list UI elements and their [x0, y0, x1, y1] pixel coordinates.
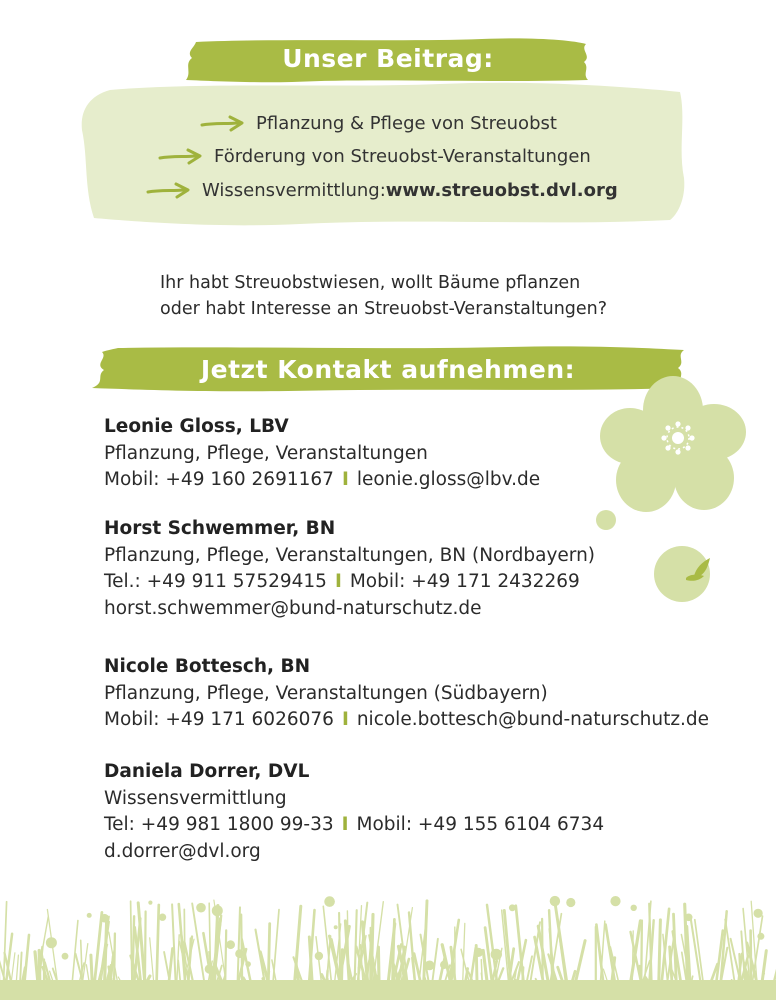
question-text	[160, 270, 607, 322]
contact-phone[interactable]: Tel.: +49 911 57529415	[104, 571, 327, 592]
contact-card	[104, 759, 604, 865]
butterfly-icon	[650, 546, 720, 602]
contact-role: Pflanzung, Pflege, Veranstaltungen	[104, 442, 428, 464]
contact-name: Leonie Gloss, LBV	[104, 416, 289, 437]
contact-phone[interactable]: Mobil: +49 171 6026076	[104, 709, 334, 730]
contact-card	[104, 414, 540, 494]
contact-details	[104, 707, 709, 734]
separator: I	[334, 571, 342, 592]
arrow-icon	[158, 147, 204, 167]
contact-mobile[interactable]: Mobil: +49 171 2432269	[349, 571, 580, 592]
arrow-icon	[146, 181, 192, 201]
contact-role: Pflanzung, Pflege, Veranstaltungen (Südbayern)	[104, 682, 548, 704]
contribution-item	[158, 146, 591, 167]
contact-name: Nicole Bottesch, BN	[104, 656, 311, 677]
contact-role: Pflanzung, Pflege, Veranstaltungen, BN (Nordbayern)	[104, 544, 596, 566]
contact-card	[104, 516, 595, 622]
contact-email[interactable]: nicole.bottesch@bund-naturschutz.de	[356, 709, 710, 730]
contact-details	[104, 569, 595, 596]
contribution-item-text: Wissensvermittlung:	[202, 180, 386, 201]
separator: I	[341, 469, 349, 490]
contribution-item-text: Förderung von Streuobst-Veranstaltungen	[214, 146, 591, 167]
contact-details	[104, 812, 604, 839]
contact-phone[interactable]: Tel: +49 981 1800 99-33	[104, 814, 334, 835]
contribution-item-text: Pflanzung & Pflege von Streuobst	[256, 113, 557, 134]
contact-section-title: Jetzt Kontakt aufnehmen:	[200, 355, 576, 384]
question-line: oder habt Interesse an Streuobst-Veranstaltungen?	[160, 299, 608, 319]
separator: I	[341, 709, 349, 730]
contribution-title: Unser Beitrag:	[282, 44, 494, 73]
flower-icon	[596, 374, 750, 518]
contact-details	[104, 467, 540, 494]
website-link[interactable]: www.streuobst.dvl.org	[385, 180, 618, 201]
contribution-item	[146, 180, 618, 201]
question-line: Ihr habt Streuobstwiesen, wollt Bäume pflanzen	[160, 273, 581, 293]
contact-name: Horst Schwemmer, BN	[104, 518, 336, 539]
contact-card	[104, 654, 709, 734]
contact-name: Daniela Dorrer, DVL	[104, 761, 310, 782]
contact-role: Wissensvermittlung	[104, 787, 287, 809]
separator: I	[341, 814, 349, 835]
meadow-grass-icon	[0, 880, 776, 1000]
dot-decoration	[594, 508, 618, 532]
contribution-item	[200, 113, 557, 134]
contact-phone[interactable]: Mobil: +49 160 2691167	[104, 469, 334, 490]
contact-mobile[interactable]: Mobil: +49 155 6104 6734	[356, 814, 605, 835]
contact-email[interactable]: horst.schwemmer@bund-naturschutz.de	[104, 597, 482, 619]
contact-email[interactable]: d.dorrer@dvl.org	[104, 840, 261, 862]
contact-email[interactable]: leonie.gloss@lbv.de	[356, 469, 541, 490]
arrow-icon	[200, 114, 246, 134]
